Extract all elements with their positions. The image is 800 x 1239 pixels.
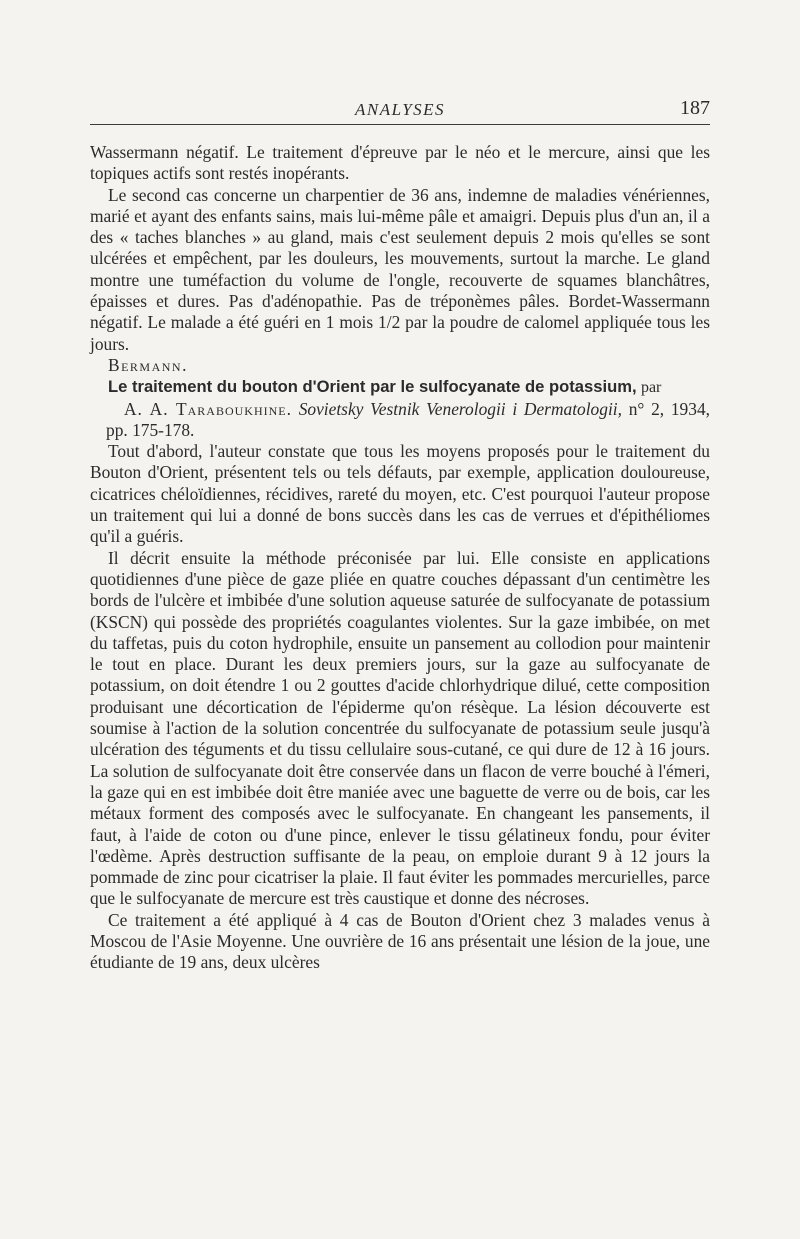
article-year-pages: 1934, pp. 175-178. — [106, 398, 710, 440]
paragraph: Il décrit ensuite la méthode préconisée par lui. Elle consiste en applications quotidiennes d'une pièce de gaze pliée en quatre couches dépassant d'un centimètre les bords de l'ulcère et imbibée d'une solution aqueuse saturée de sulfocyanate de potassium (KSCN) qui possède des propriétés coagulantes violentes. Sur la gaze imbibée, on met du taffetas, puis du coton hydrophile, ensuite un pansement au collodion pour maintenir le tout en place. Durant les deux premiers jours, sur la gaze au sulfocyanate de potassium, on doit étendre 1 ou 2 gouttes d'acide chlorhydrique dilué, cette composition produisant une décortication de l'épiderme qu'on résèque. La lésion découverte est soumise à l'action de la solution concentrée du sulfocyanate de potassium seule jusqu'à ulcération des téguments et du tissu cellulaire sous-cutané, ce qui dure de 12 à 16 jours. La solution de sulfocyanate doit être conservée dans un flacon de verre bouché à l'émeri, la gaze qui en est imbibée doit être maniée avec une baguette de verre ou de bois, car les métaux forment des composés avec le sulfocyanate. En changeant les pansements, il faut, à l'aide de coton ou d'une pince, enlever le tissu gélatineux fondu, pour éviter l'œdème. Après destruction suffisante de la peau, on emploie durant 9 à 12 jours la pommade de zinc pour cicatriser la plaie. Il faut éviter les pommades mercurielles, parce que le sulfocyanate de mercure est très caustique et donne des nécroses. — [90, 547, 710, 909]
paragraph: Le second cas concerne un charpentier de 36 ans, indemne de maladies vénériennes, marié et ayant des enfants sains, mais lui-même pâle et amaigri. Depuis plus d'un an, il a des « taches blanches » au gland, mais c'est seulement depuis 2 mois qu'elles se sont ulcérées et empêchent, par les douleurs, les mouvements, surtout la marche. Le gland montre une tuméfaction du volume de l'ongle, recouverte de squames blanchâtres, épaisses et dures. Pas d'adénopathie. Pas de tréponèmes pâles. Bordet-Wassermann négatif. Le malade a été guéri en 1 mois 1/2 par la poudre de calomel appliquée tous les jours. — [90, 184, 710, 354]
paragraph: Wassermann négatif. Le traitement d'épreuve par le néo et le mercure, ainsi que les topiques actifs sont restés inopérants. — [90, 142, 710, 184]
article-heading — [90, 376, 710, 398]
article-title: Le traitement du bouton d'Orient par le sulfocyanate de potassium, — [108, 377, 637, 397]
page-body — [90, 142, 710, 974]
article-reference — [90, 399, 710, 442]
paragraph: Ce traitement a été appliqué à 4 cas de Bouton d'Orient chez 3 malades venus à Moscou de l'Asie Moyenne. Une ouvrière de 16 ans présentait une lésion de la joue, une étudiante de 19 ans, deux ulcères — [90, 909, 710, 973]
article-title-suffix: par — [640, 379, 662, 397]
running-head-title: ANALYSES — [354, 100, 446, 119]
review-signature: Bermann. — [108, 354, 188, 375]
article-author: A. A. Taraboukhine. — [124, 398, 292, 419]
article-issue: n° 2, — [628, 398, 665, 419]
article-journal: Sovietsky Vestnik Venerologii i Dermatologii, — [298, 398, 622, 419]
running-head — [90, 94, 710, 125]
paragraph: Tout d'abord, l'auteur constate que tous les moyens proposés pour le traitement du Bouton d'Orient, présentent tels ou tels défauts, par exemple, application douloureuse, cicatrices chéloïdiennes, récidives, rareté du moyen, etc. C'est pourquoi l'auteur propose un traitement qui lui a donné de bons succès dans les cas de verrues et d'épithéliomes qu'il a guéris. — [90, 441, 710, 547]
page-number: 187 — [680, 97, 710, 119]
